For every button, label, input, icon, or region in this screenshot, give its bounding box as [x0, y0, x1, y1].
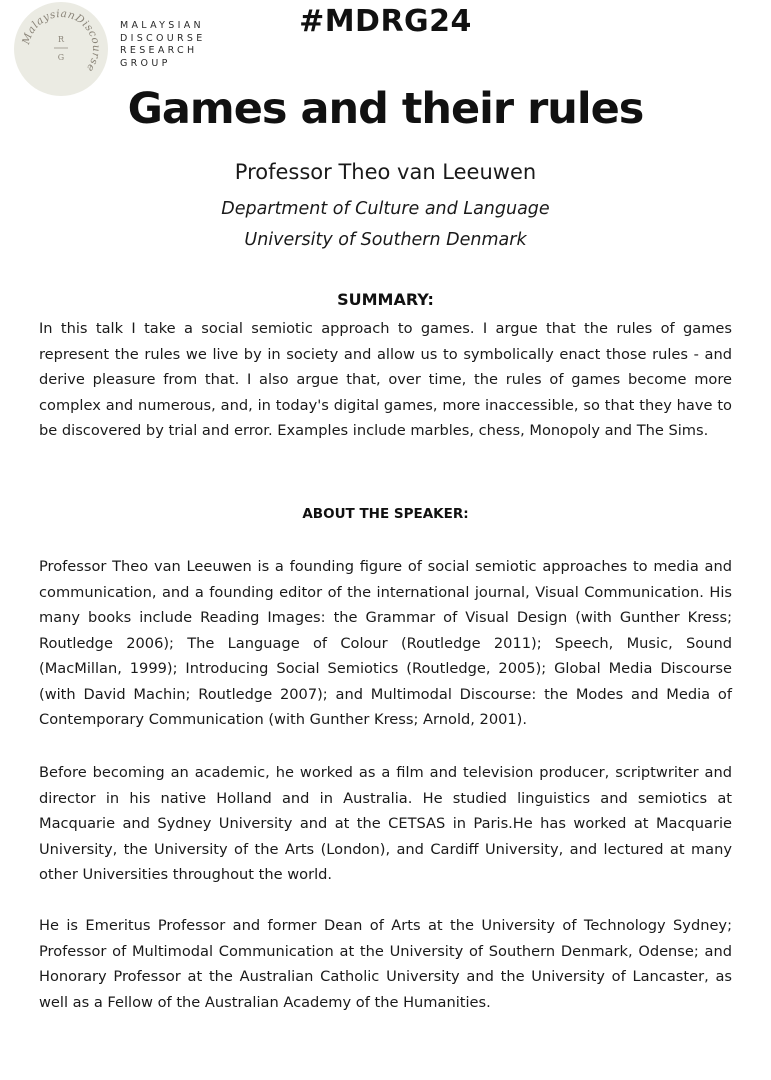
event-hashtag: #MDRG24 — [299, 4, 472, 39]
speaker-name: Professor Theo van Leeuwen — [234, 160, 537, 184]
about-speaker-heading: ABOUT THE SPEAKER: — [302, 506, 469, 522]
talk-title: Games and their rules — [127, 84, 644, 134]
speaker-department: Department of Culture and Language — [221, 199, 550, 219]
org-line: DISCOURSE — [120, 32, 206, 44]
summary-heading: SUMMARY: — [337, 290, 434, 309]
logo-letter-g: G — [57, 53, 65, 62]
bio-paragraph: He is Emeritus Professor and former Dean of Arts at the University of Technology Sydney; Professor of Multimodal Communication at the University of Southern Denmark, Odense; and Honorary Professor at the Australian Catholic University and the University of Lancaster, as well as a Fellow of the Australian Academy of the Humanities. — [39, 917, 732, 1011]
logo-letter-r: R — [57, 35, 65, 44]
speaker-university: University of Southern Denmark — [244, 230, 527, 250]
bio-paragraph: Before becoming an academic, he worked as a film and television producer, scriptwriter and director in his native Holland and in Australia. He studied linguistics and semiotics at Macquarie and Sydney University and at the CETSAS in Paris.He has worked at Macquarie University, the University of the Arts (London), and Cardiff University, and lectured at many other Universities throughout the world. — [39, 764, 732, 883]
logo-ring-text: MalaysianDiscourse — [20, 7, 103, 75]
org-line: MALAYSIAN — [120, 20, 204, 31]
bio-paragraph: Professor Theo van Leeuwen is a founding figure of social semiotic approaches to media and communication, and a founding editor of the international journal, Visual Communication. His many books include Reading Images: the Grammar of Visual Design (with Gunther Kress; Routledge 2006); The Language of Colour (Routledge 2011); Speech, Music, Sound (MacMillan, 1999); Introducing Social Semiotics (Routledge, 2005); Global Media Discourse (with David Machin; Routledge 2007); and Multimodal Discourse: the Modes and Media of Contemporary Communication (with Gunther Kress; Arnold, 2001). — [39, 558, 732, 728]
org-line: GROUP — [120, 57, 171, 69]
org-line: RESEARCH — [120, 45, 198, 56]
summary-text: In this talk I take a social semiotic approach to games. I argue that the rules of games represent the rules we live by in society and allow us to symbolically enact those rules - and derive pleasure from that. I also argue that, over time, the rules of games become more complex and numerous, and, in today's digital games, more inaccessible, so that they have to be discovered by trial and error. Examples include marbles, chess, Monopoly and The Sims. — [39, 320, 732, 439]
